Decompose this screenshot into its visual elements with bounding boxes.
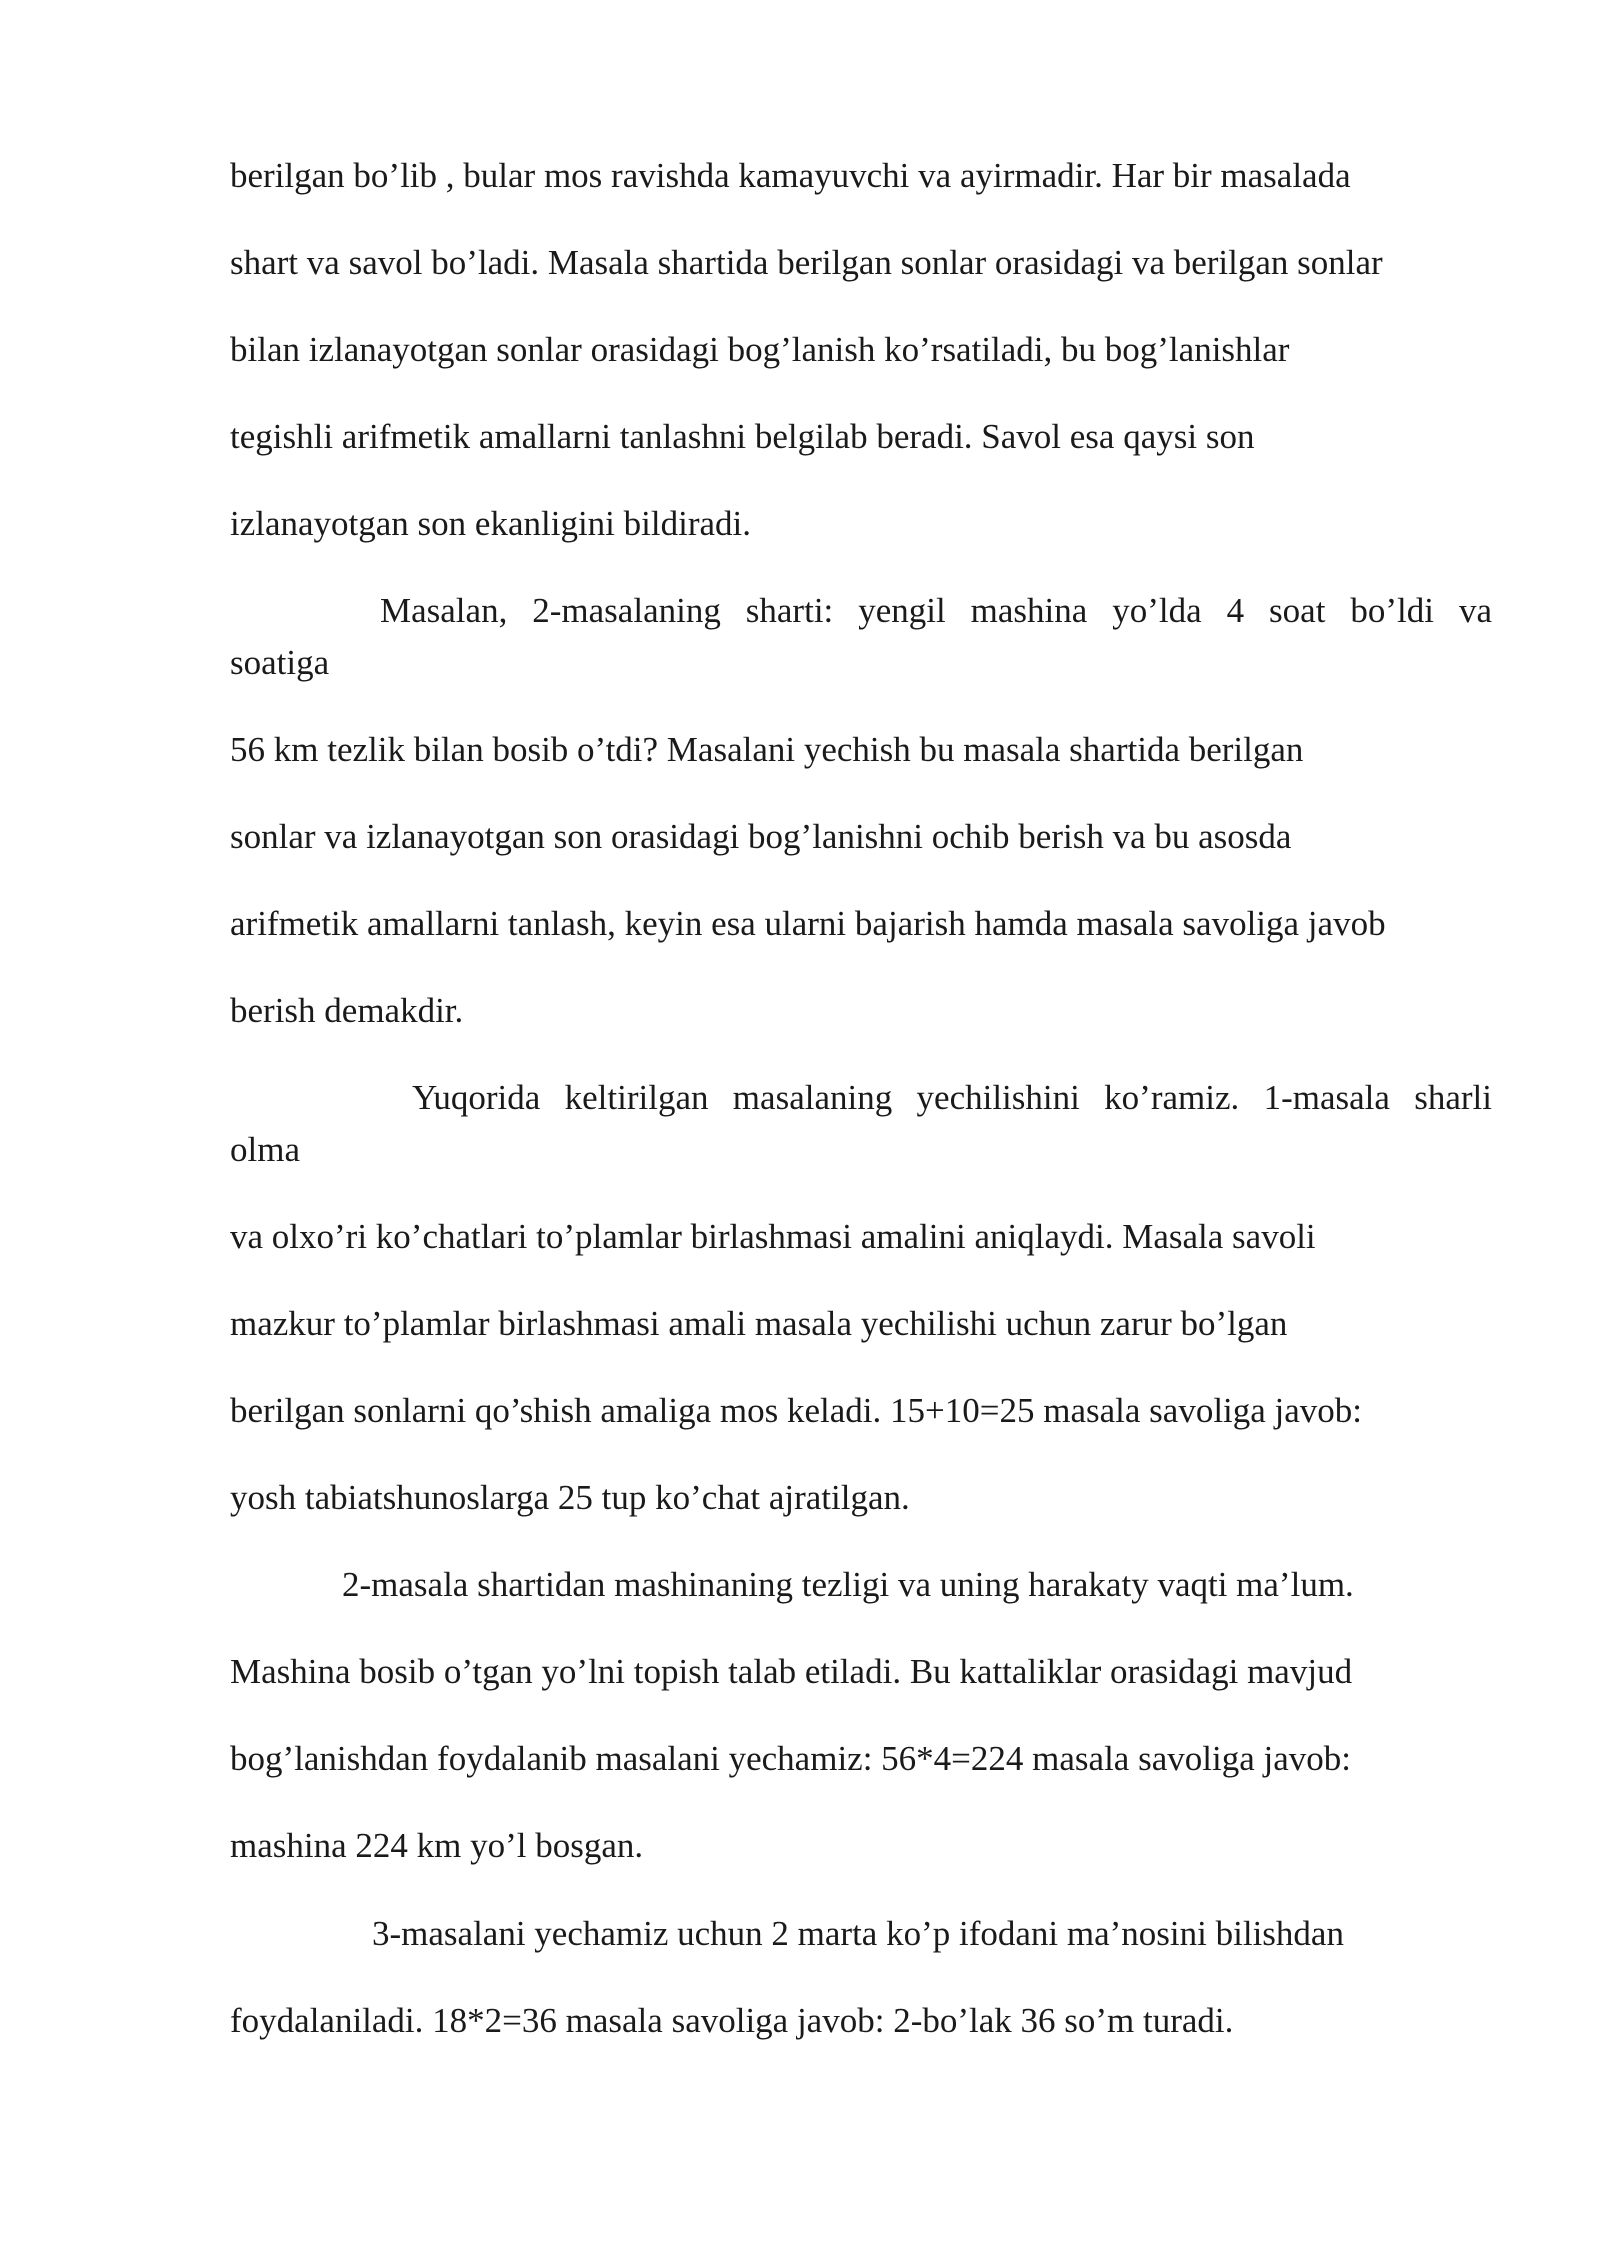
- text-line-4: tegishli arifmetik amallarni tanlashni belgilab beradi. Savol esa qaysi son: [230, 417, 1255, 456]
- text-line-22: 3-masalani yechamiz uchun 2 marta ko’p ifodani ma’nosini bilishdan: [372, 1914, 1344, 1953]
- text-line-7: soatiga: [230, 643, 330, 682]
- text-line-19: Mashina bosib o’tgan yo’lni topish talab etiladi. Bu kattaliklar orasidagi mavjud: [230, 1652, 1353, 1691]
- text-line-12: Yuqorida keltirilgan masalaning yechilishini ko’ramiz. 1-masala sharli: [412, 1078, 1492, 1117]
- text-line-14: va olxo’ri ko’chatlari to’plamlar birlashmasi amalini aniqlaydi. Masala savoli: [230, 1217, 1316, 1256]
- text-line-1: berilgan bo’lib , bular mos ravishda kamayuvchi va ayirmadir. Har bir masalada: [230, 156, 1351, 195]
- text-line-21: mashina 224 km yo’l bosgan.: [230, 1826, 644, 1865]
- text-line-17: yosh tabiatshunoslarga 25 tup ko’chat ajratilgan.: [230, 1478, 910, 1517]
- text-line-6: Masalan, 2-masalaning sharti: yengil mashina yo’lda 4 soat bo’ldi va: [380, 591, 1492, 630]
- text-line-8: 56 km tezlik bilan bosib o’tdi? Masalani yechish bu masala shartida berilgan: [230, 730, 1304, 769]
- text-line-2: shart va savol bo’ladi. Masala shartida berilgan sonlar orasidagi va berilgan sonlar: [230, 243, 1383, 282]
- text-line-10: arifmetik amallarni tanlash, keyin esa ularni bajarish hamda masala savoliga javob: [230, 904, 1386, 943]
- text-line-3: bilan izlanayotgan sonlar orasidagi bog’lanish ko’rsatiladi, bu bog’lanishlar: [230, 330, 1290, 369]
- text-line-11: berish demakdir.: [230, 991, 464, 1030]
- text-line-9: sonlar va izlanayotgan son orasidagi bog’lanishni ochib berish va bu asosda: [230, 817, 1292, 856]
- text-line-23: foydalaniladi. 18*2=36 masala savoliga javob: 2-bo’lak 36 so’m turadi.: [230, 2001, 1234, 2040]
- text-line-15: mazkur to’plamlar birlashmasi amali masala yechilishi uchun zarur bo’lgan: [230, 1304, 1288, 1343]
- text-line-13: olma: [230, 1130, 300, 1169]
- text-line-18: 2-masala shartidan mashinaning tezligi va uning harakaty vaqti ma’lum.: [342, 1565, 1354, 1604]
- text-line-20: bog’lanishdan foydalanib masalani yechamiz: 56*4=224 masala savoliga javob:: [230, 1739, 1351, 1778]
- text-line-16: berilgan sonlarni qo’shish amaliga mos keladi. 15+10=25 masala savoliga javob:: [230, 1391, 1363, 1430]
- text-line-5: izlanayotgan son ekanligini bildiradi.: [230, 504, 751, 543]
